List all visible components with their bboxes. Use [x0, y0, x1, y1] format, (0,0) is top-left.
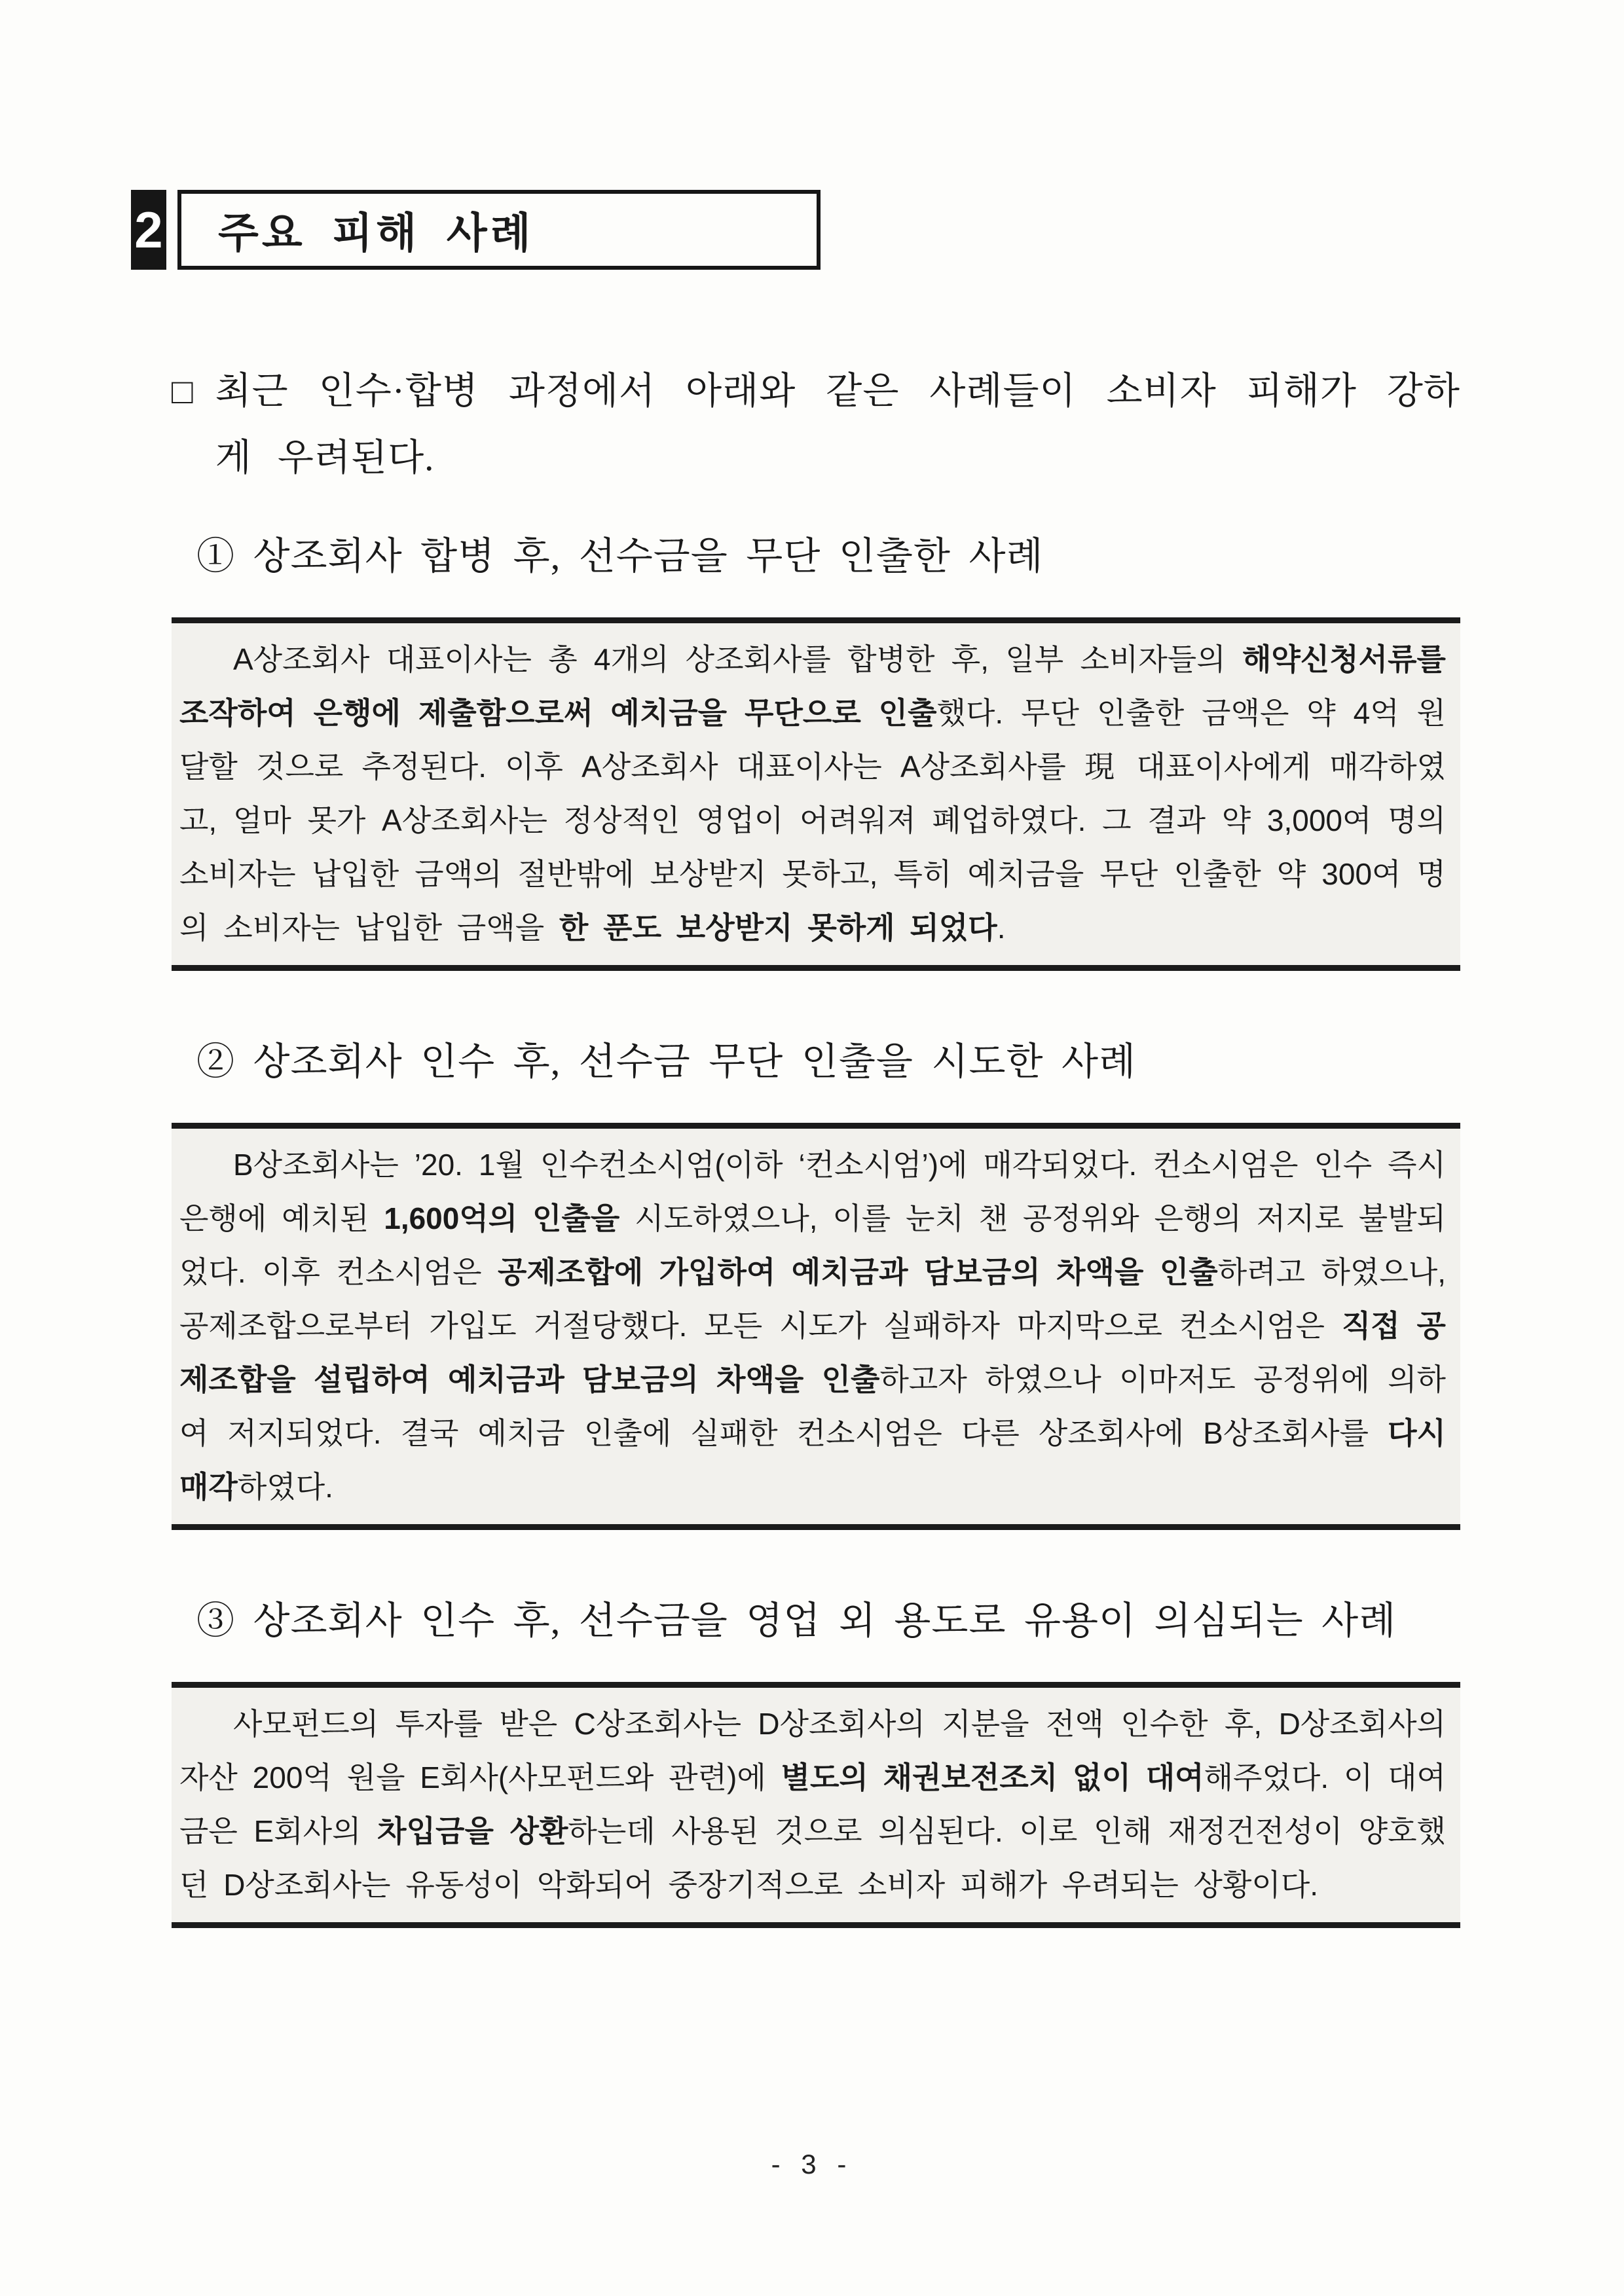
case-body-2: B상조회사는 ’20. 1월 인수컨소시엄(이하 ‘컨소시엄’)에 매각되었다. 컨소시엄은 인수 즉시 은행에 예치된 1,600억의 인출을 시도하였으나, 이를 눈치 챈 공정위와 은행의 저지로 불발되었다. 이후 컨소시엄은 공제조합에 가입하여 예치금과 담보금의 차액을 인출하려고 하였으나, 공제조합으로부터 가입도 거절당했다. 모든 시도가 실패하자 마지막으로 컨소시엄은 직접 공제조합을 설립하여 예치금과 담보금의 차액을 인출하고자 하였으나 이마저도 공정위에 의하여 저지되었다. 결국 예치금 인출에 실패한 컨소시엄은 다른 상조회사에 B상조회사를 다시 매각하였다.: [179, 1148, 1447, 1504]
case-body-1: A상조회사 대표이사는 총 4개의 상조회사를 합병한 후, 일부 소비자들의 해약신청서류를 조작하여 은행에 제출함으로써 예치금을 무단으로 인출했다. 무단 인출한 금액은 약 4억 원 달할 것으로 추정된다. 이후 A상조회사 대표이사는 A상조회사를 現 대표이사에게 매각하였고, 얼마 못가 A상조회사는 정상적인 영업이 어려워져 폐업하였다. 그 결과 약 3,000여 명의 소비자는 납입한 금액의 절반밖에 보상받지 못하고, 특히 예치금을 무단 인출한 약 300여 명의 소비자는 납입한 금액을 한 푼도 보상받지 못하게 되었다.: [179, 642, 1446, 945]
page-number: - 3 -: [771, 2149, 853, 2179]
intro-text: 최근 인수·합병 과정에서 아래와 같은 사례들이 소비자 피해가 강하게 우려된다.: [215, 371, 1460, 479]
case-box-1: [172, 617, 1460, 971]
case-body-3: 사모펀드의 투자를 받은 C상조회사는 D상조회사의 지분을 전액 인수한 후, D상조회사의 자산 200억 원을 E회사(사모펀드와 관련)에 별도의 채권보전조치 없이 대여해주었다. 이 대여금은 E회사의 차입금을 상환하는데 사용된 것으로 의심된다. 이로 인해 재정건전성이 양호했던 D상조회사는 유동성이 악화되어 중장기적으로 소비자 피해가 우려되는 상황이다.: [179, 1707, 1446, 1902]
page-footer: [0, 2149, 1624, 2180]
case-heading-3: ③ 상조회사 인수 후, 선수금을 영업 외 용도로 유용이 의심되는 사례: [196, 1599, 1397, 1642]
section-title: 주요 피해 사례: [218, 210, 534, 257]
section-number-badge: 2: [131, 190, 166, 270]
section-title-box: [177, 190, 821, 270]
case-section-2: [172, 1039, 1460, 1530]
case-box-3: [172, 1682, 1460, 1928]
case-section-3: [172, 1598, 1460, 1928]
case-box-2: [172, 1123, 1460, 1530]
case-heading-1: ① 상조회사 합병 후, 선수금을 무단 인출한 사례: [196, 535, 1044, 577]
intro-paragraph: [172, 358, 1460, 492]
section-header: [131, 190, 1460, 270]
cases-container: [172, 534, 1460, 1928]
square-bullet-icon: □: [172, 372, 193, 411]
case-heading-2: ② 상조회사 인수 후, 선수금 무단 인출을 시도한 사례: [196, 1040, 1137, 1083]
case-section-1: [172, 534, 1460, 971]
